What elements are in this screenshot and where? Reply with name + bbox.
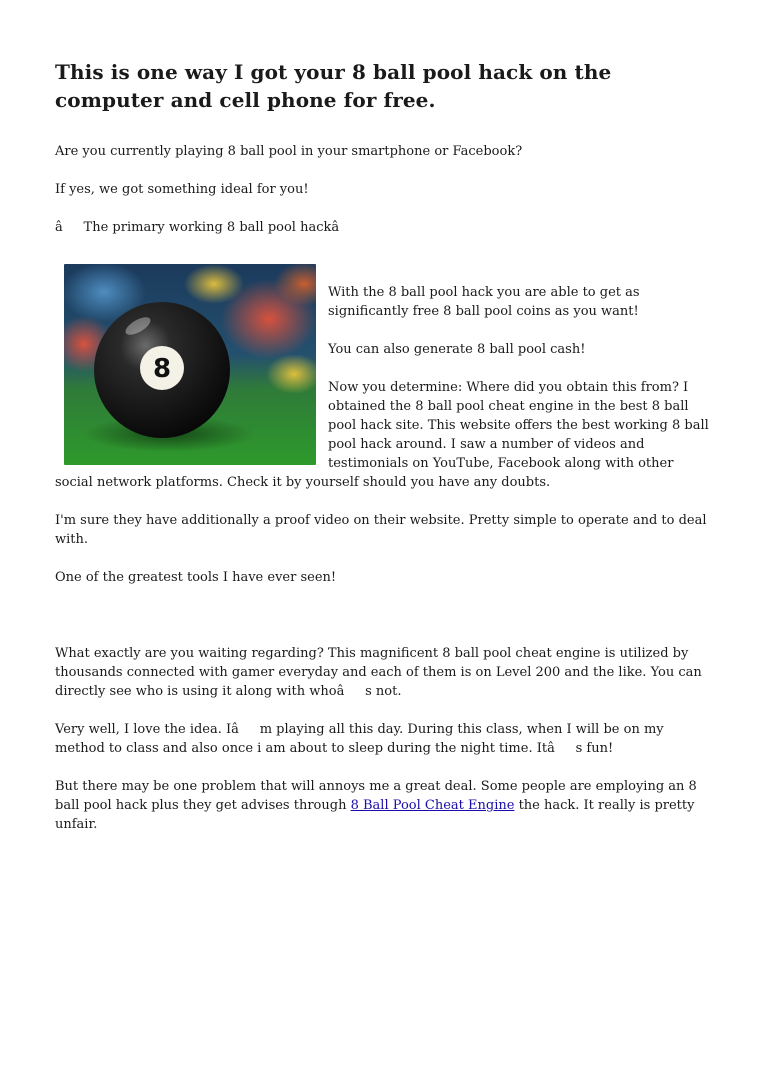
ball-number: 8: [152, 354, 172, 384]
para-problem-before: But there may be one problem that will annoys me a great deal. Some people are employing an 8 ball pool hack plus they get advises through: [55, 779, 697, 813]
cheat-engine-link[interactable]: 8 Ball Pool Cheat Engine: [350, 798, 515, 813]
para-problem-after: the hack. It really is pretty unfair.: [55, 798, 695, 832]
para-love: Very well, I love the idea. Iâm playing all this day. During this class, when I will be on my method to class and also once i am about to sleep during the night time. Itâs fun!: [55, 722, 664, 756]
page-title: This is one way I got your 8 ball pool hack on the computer and cell phone for free.: [55, 60, 612, 112]
blank-spacer: [55, 606, 715, 644]
intro-question: Are you currently playing 8 ball pool in your smartphone or Facebook?: [55, 144, 523, 159]
eight-ball-image: [64, 264, 316, 465]
intro-yes: If yes, we got something ideal for you!: [55, 182, 309, 197]
para-problem: [55, 777, 715, 834]
document-page: [55, 58, 715, 853]
para-cash: You can also generate 8 ball pool cash!: [328, 342, 586, 357]
para-waiting: What exactly are you waiting regarding? This magnificent 8 ball pool cheat engine is utilized by thousands connected with gamer everyday and each of them is on Level 200 and the like. You can directly see who is using it along with whoâs not.: [55, 646, 702, 699]
para-proof: I'm sure they have additionally a proof video on their website. Pretty simple to operate and to deal with.: [55, 513, 707, 547]
para-coins: With the 8 ball pool hack you are able to get as significantly free 8 ball pool coins as you want!: [328, 285, 640, 319]
headline-quote: âThe primary working 8 ball pool hackâ: [55, 220, 360, 235]
para-source: Now you determine: Where did you obtain this from? I obtained the 8 ball pool cheat engine in the best 8 ball pool hack site. This website offers the best working 8 ball pool hack around. I saw a number of videos and testimonials on YouTube, Facebook along with other social network platforms. Check it by yourself should you have any doubts.: [55, 380, 709, 490]
para-tools: One of the greatest tools I have ever seen!: [55, 570, 337, 585]
